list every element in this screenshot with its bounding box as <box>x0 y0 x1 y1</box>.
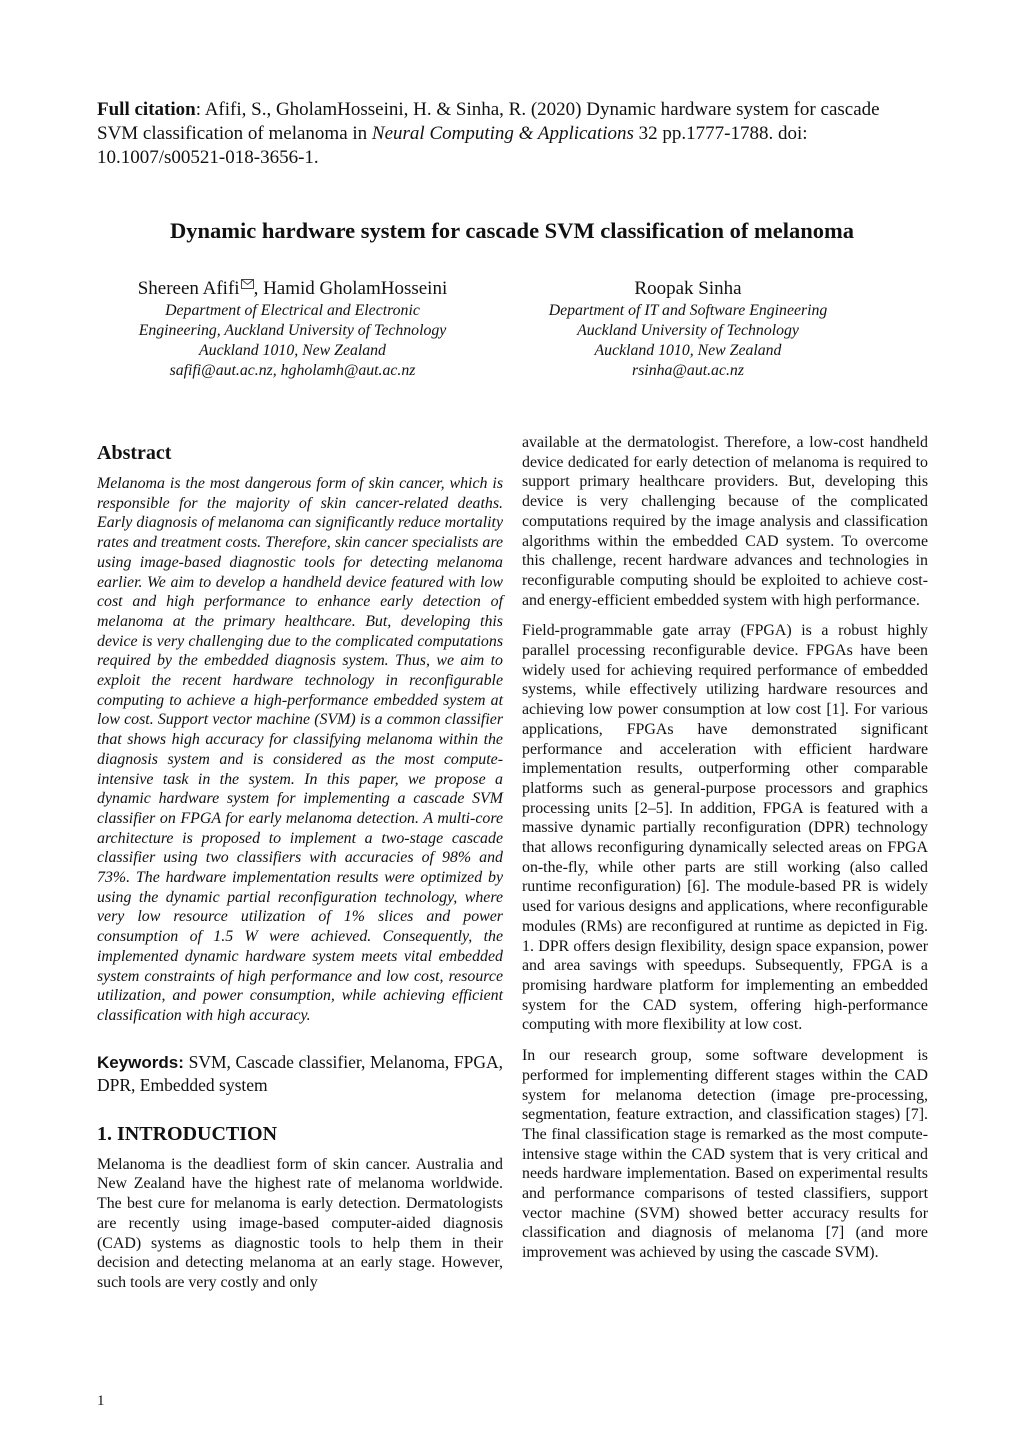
keywords-label: Keywords: <box>97 1052 184 1072</box>
citation-label: Full citation <box>97 99 196 120</box>
author-block-right <box>510 278 866 381</box>
citation-journal: Neural Computing & Applications <box>371 123 634 144</box>
introduction-heading: 1. INTRODUCTION <box>97 1122 278 1145</box>
keywords-text: SVM, Cascade classifier, Melanoma, FPGA, DPR, Embedded system <box>97 1051 503 1096</box>
right-column <box>522 433 928 1263</box>
citation-text-before: Afifi, S., GholamHosseini, H. & Sinha, R. (2020) Dynamic hardware system for cascade SVM classification of melanoma in <box>97 99 880 144</box>
left-column <box>97 440 503 1293</box>
affiliation-line: Auckland University of Technology <box>577 322 799 339</box>
author-name-afifi: Shereen Afifi <box>137 278 240 299</box>
affiliation-line: Auckland 1010, New Zealand <box>594 342 782 359</box>
body-paragraph: In our research group, some software development is performed for implementing different stages within the CAD system for melanoma detection (image pre-processing, segmentation, feature extraction, and classification stages) [7]. The final classification stage is remarked as the most compute-intensive stage within the CAD system that is very critical and needs hardware implementation. Based on experimental results and performance comparisons of tested classifiers, support vector machine (SVM) showed better accuracy results for classification and diagnosis of melanoma [7] (and more improvement was achieved by using the cascade SVM). <box>522 1047 928 1262</box>
page-number: 1 <box>97 1393 105 1409</box>
author-names-left <box>100 278 485 300</box>
affiliation-line: Engineering, Auckland University of Technology <box>138 322 447 339</box>
affiliation-line: Auckland 1010, New Zealand <box>199 342 386 359</box>
author-email: rsinha@aut.ac.nz <box>632 362 744 379</box>
author-name-sinha: Roopak Sinha <box>634 278 742 299</box>
body-paragraph: available at the dermatologist. Therefore, a low-cost handheld device dedicated for early detection of melanoma is required to support primary healthcare providers. But, developing this device is very challenging because of the complicated computations required by the image analysis and classification algorithms within the embedded CAD system. To overcome this challenge, recent hardware advances and technologies in reconfigurable computing should be exploited to achieve cost- and energy-efficient embedded system with high performance. <box>522 434 928 609</box>
author-block-left <box>100 278 485 381</box>
citation-text-after: 32 pp.1777-1788. doi: 10.1007/s00521-018-3656-1. <box>97 123 808 168</box>
citation-separator: : <box>195 99 205 120</box>
affiliation-line: Department of Electrical and Electronic <box>165 302 420 319</box>
keywords <box>97 1051 503 1098</box>
author-email: safifi@aut.ac.nz, hgholamh@aut.ac.nz <box>169 362 416 379</box>
abstract-heading: Abstract <box>97 442 172 464</box>
affiliation-line: Department of IT and Software Engineering <box>548 302 828 319</box>
abstract-text: Melanoma is the most dangerous form of skin cancer, which is responsible for the majority of skin cancer-related deaths. Early diagnosis of melanoma can significantly reduce mortality rates and treatment costs. Therefore, skin cancer specialists are using image-based diagnostic tools for detecting melanoma earlier. We aim to develop a handheld device featured with low cost and high performance to enhance early detection of melanoma at the primary healthcare. But, developing this device is very challenging due to the complicated computations required by the embedded diagnosis system. Thus, we aim to exploit the recent hardware technology in reconfigurable computing to achieve a high-performance embedded system at low cost. Support vector machine (SVM) is a common classifier that shows high accuracy for classifying melanoma within the diagnosis system and is considered as the most compute-intensive task in the system. In this paper, we propose a dynamic hardware system for implementing a cascade SVM classifier on FPGA for early melanoma detection. A multi-core architecture is proposed to implement a two-stage cascade classifier using two classifiers with accuracies of 98% and 73%. The hardware implementation results were optimized by using the dynamic partial reconfiguration technology, where very low resource utilization of 1% slices and power consumption of 1.5 W were achieved. Consequently, the implemented dynamic hardware system meets vital embedded system constraints of high performance and low cost, resource utilization, and power consumption, while achieving efficient classification with high accuracy. <box>97 475 503 1024</box>
author-name-gholamhosseini: , Hamid GholamHosseini <box>253 278 448 299</box>
paper-title: Dynamic hardware system for cascade SVM classification of melanoma <box>169 218 855 243</box>
body-paragraph: Field-programmable gate array (FPGA) is a robust highly parallel processing reconfigurable device. FPGAs have been widely used for achieving required performance of embedded systems, while effectively utilizing hardware resources and achieving low power consumption at low cost [1]. For various applications, FPGAs have demonstrated significant performance and acceleration with efficient hardware implementation results, outperforming other comparable platforms such as general-purpose processors and graphics processing units [2–5]. In addition, FPGA is featured with a massive dynamic partially reconfiguration (DPR) technology that allows reconfiguring dynamically selected areas on FPGA on-the-fly, while other parts are still working (also called runtime reconfiguration) [6]. The module-based PR is widely used for various designs and applications, where reconfigurable modules (RMs) are reconfigured at runtime as depicted in Fig. 1. DPR offers design flexibility, design space expansion, power and area savings with speedups. Subsequently, FPGA is a promising hardware platform for implementing an embedded system for the CAD system, offering high-performance computing with more flexibility at low cost. <box>522 622 928 1034</box>
full-citation <box>97 98 917 170</box>
introduction-paragraph: Melanoma is the deadliest form of skin cancer. Australia and New Zealand have the highest rate of melanoma worldwide. The best cure for melanoma is early detection. Dermatologists are recently using image-based computer-aided diagnosis (CAD) systems as diagnostic tools to help them in their decision and detecting melanoma at an early stage. However, such tools are very costly and only <box>97 1155 503 1291</box>
envelope-icon <box>241 279 254 289</box>
